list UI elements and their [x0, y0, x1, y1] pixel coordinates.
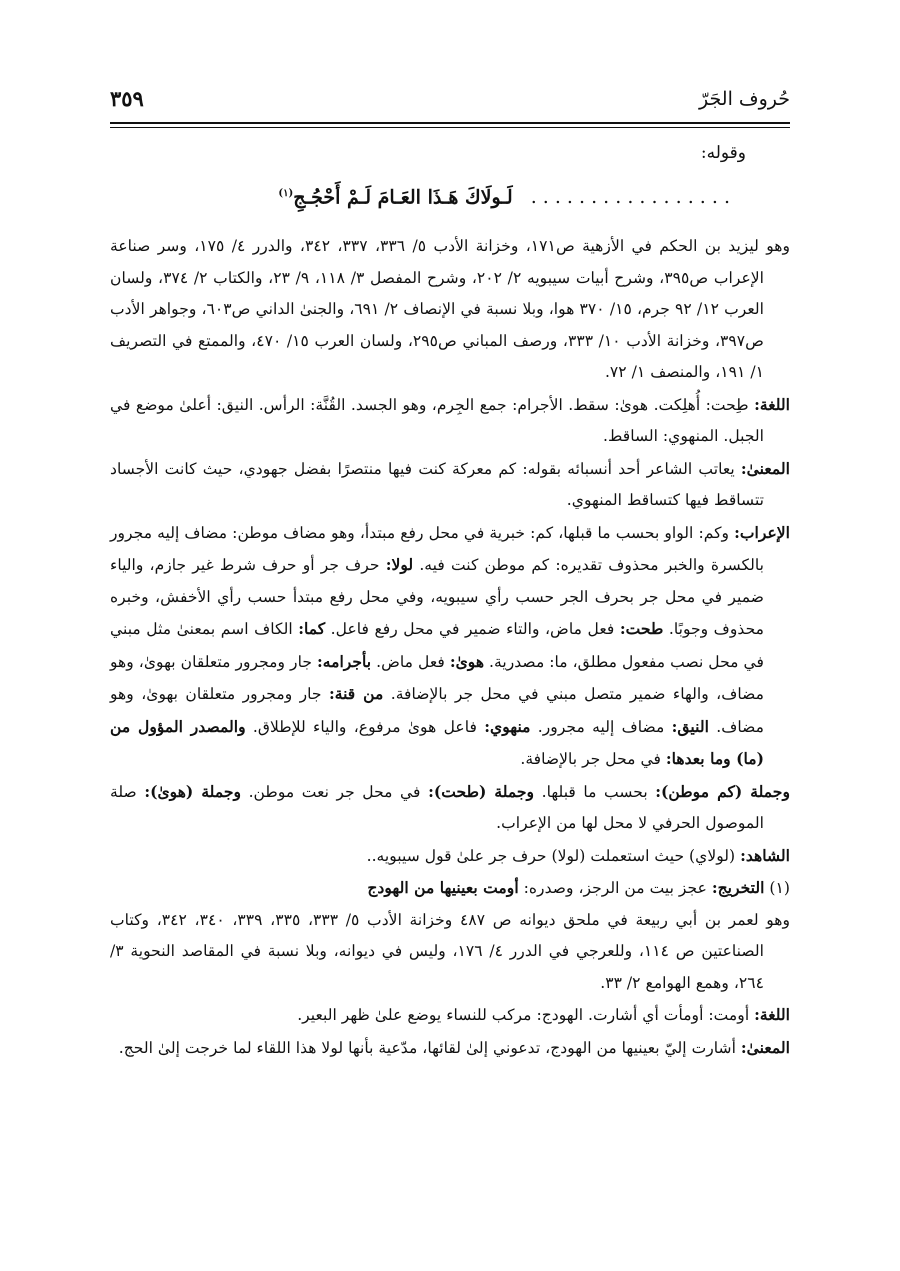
lugha-label: اللغة: [754, 1005, 790, 1025]
takhrij-paragraph [110, 872, 790, 905]
jumla-label: وجملة (كم موطن): [655, 781, 790, 801]
running-title: حُروف الجَرّ [699, 88, 790, 110]
jumla-key: وجملة (هوىٰ): [144, 781, 242, 801]
irab-key: النيق: [671, 716, 709, 736]
irab-key: لولا: [385, 555, 414, 575]
lugha-text: طِحت: أُهلِكت. هوىٰ: سقط. الأجرام: جمع الجِرم، وهو الجسد. القُنَّة: الرأس. النيق: أعلىٰ موضع في الجبل. المنهوي: الساقط. [110, 395, 764, 446]
irab-seg: مضاف إليه مجرور. [530, 717, 672, 736]
irab-seg: الكاف اسم بمعنىٰ مثل مبني في محل نصب مفعول مطلق، ما: مصدرية. [110, 620, 764, 671]
header-rule-thin [110, 127, 790, 128]
irab-seg: فعل ماض، والتاء ضمير في محل رفع فاعل. [325, 620, 620, 639]
irab-key: بأجرامه: [316, 651, 372, 671]
jumla-text: صلة الموصول الحرفي لا محل لها من الإعراب. [110, 782, 764, 833]
intro-line: وقوله: [700, 143, 746, 163]
mana-label: المعنىٰ: [740, 458, 790, 478]
lugha-paragraph [110, 389, 790, 453]
footnote-mark: (١) [278, 187, 294, 199]
footnote-number: (١) [769, 879, 790, 898]
verse-text: لَـولَاكَ هَـذَا العَـامَ لَـمْ أَحْجُـجِ [293, 185, 513, 208]
mana-label: المعنىٰ: [740, 1037, 790, 1057]
irab-seg: حرف جر أو حرف شرط غير جازم، والياء ضمير في محل جر بحرف الجر حسب رأي سيبويه، وفي محل رفع مبتدأ حسب رأي الأخفش، وخبره محذوف وجوبًا. [110, 556, 764, 639]
verse-line [110, 178, 790, 214]
irab-seg: جار ومجرور متعلقان بهوىٰ، وهو مضاف، والهاء ضمير متصل مبني في محل جر بالإضافة. [110, 652, 764, 704]
shahid-paragraph [110, 840, 790, 873]
irab-seg: فاعل هوىٰ مرفوع، والياء للإطلاق. [245, 717, 485, 736]
irab-key: طحت: [619, 619, 664, 639]
irab-key: هوىٰ: [449, 651, 485, 671]
jumla-text: بحسب ما قبلها. [534, 782, 656, 801]
takhrij-sadr: أومت بعينيها من الهودج [367, 878, 519, 898]
irab-key: منهوي: [484, 716, 531, 736]
irab-seg: وكم: الواو بحسب ما قبلها، كم: خبرية في محل رفع مبتدأ، وهو مضاف موطن: مضاف إليه مجرور بالكسرة والخبر محذوف تقديره: كم موطن كنت فيه. [110, 523, 764, 575]
irab-key: من قنة: [328, 684, 384, 704]
page-header [110, 86, 790, 116]
mana-text: يعاتب الشاعر أحد أنسبائه بقوله: كم معركة كنت فيها منتصرًا بفضل جهودي، حيث كانت الأجساد تتساقط فيها كتساقط المنهوي. [110, 459, 764, 510]
lugha-paragraph-2 [110, 999, 790, 1032]
mana-text: أشارت إليّ بعينيها من الهودج، تدعوني إلىٰ لقائها، مدّعية بأنها لولا هذا اللقاء لما خرجت إلىٰ الحج. [118, 1038, 741, 1057]
shahid-label: الشاهد: [740, 845, 790, 865]
verse-dots: . . . . . . . . . . . . . . . . . [530, 185, 730, 208]
jumla-paragraph [110, 776, 790, 840]
irab-seg: في محل جر بالإضافة. [520, 750, 666, 769]
page-number: ٣٥٩ [110, 86, 144, 111]
header-rule-thick [110, 122, 790, 124]
page-body [110, 138, 790, 1064]
mana-paragraph-2 [110, 1032, 790, 1065]
irab-paragraph [110, 517, 790, 776]
jumla-text: في محل جر نعت موطن. [241, 782, 429, 801]
sources-paragraph-2: وهو لعمر بن أبي ربيعة في ملحق ديوانه ص ٤٨٧ وخزانة الأدب ٥/ ٣٣٣، ٣٣٥، ٣٣٩، ٣٤٠، ٣٤٢، وكتاب الصناعتين ص ١١٤، وللعرجي في الدرر ٤/ ١٧٦، وليس في ديوانه، وبلا نسبة في المقاصد النحوية ٣/ ٢٦٤، وهمع الهوامع ٢/ ٣٣. [110, 910, 791, 992]
mana-paragraph [110, 453, 790, 517]
lugha-label: اللغة: [754, 394, 790, 414]
irab-seg: جار ومجرور متعلقان بهوىٰ، وهو مضاف. [110, 685, 764, 736]
irab-seg: فعل ماض. [371, 652, 450, 671]
irab-key: كما: [298, 619, 326, 639]
shahid-text: (لولاي) حيث استعملت (لولا) حرف جر علىٰ قول سيبويه.. [366, 846, 741, 865]
takhrij-text: عجز بيت من الرجز، وصدره: [518, 879, 712, 898]
irab-key: والمصدر المؤول من (ما) وما بعدها: [110, 716, 764, 769]
takhrij-label: التخريج: [711, 878, 765, 898]
irab-label: الإعراب: [734, 522, 790, 542]
sources-paragraph: وهو ليزيد بن الحكم في الأزهية ص١٧١، وخزانة الأدب ٥/ ٣٣٦، ٣٣٧، ٣٤٢، والدرر ٤/ ١٧٥، وسر صناعة الإعراب ص٣٩٥، وشرح أبيات سيبويه ٢/ ٢٠٢، وشرح المفصل ٣/ ١١٨، ٩/ ٢٣، والكتاب ٢/ ٣٧٤، ولسان العرب ١٢/ ٩٢ جرم، ١٥/ ٣٧٠ هوا، وبلا نسبة في الإنصاف ٢/ ٦٩١، والجنىٰ الداني ص٦٠٣، وجواهر الأدب ص٣٩٧، وخزانة الأدب ١٠/ ٣٣٣، ورصف المباني ص٢٩٥، ولسان العرب ١٥/ ٤٧٠، والممتع في التصريف ١/ ١٩١، والمنصف ١/ ٧٢. [110, 237, 791, 382]
lugha-text: أومت: أومأت أي أشارت. الهودج: مركب للنساء يوضع علىٰ ظهر البعير. [297, 1006, 755, 1025]
jumla-key: وجملة (طحت): [428, 781, 535, 801]
